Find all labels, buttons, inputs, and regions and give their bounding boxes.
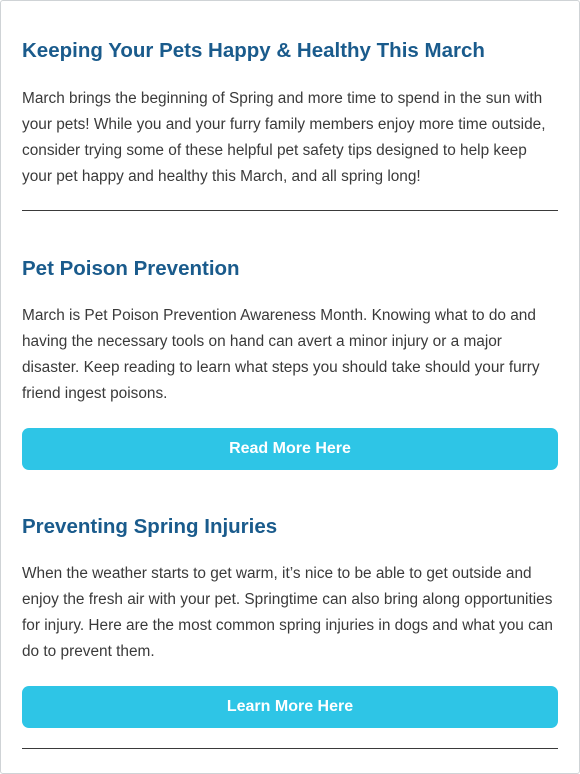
section-body-spring-injuries: When the weather starts to get warm, it’s nice to be able to get outside and enjoy the fresh air with your pet. Springtime can also bring along opportunities for injury. Here are the most common spring injuries in dogs and what you can do to prevent them. [22, 565, 553, 660]
read-more-button[interactable]: Read More Here [22, 428, 558, 470]
section-body-pet-poison: March is Pet Poison Prevention Awareness Month. Knowing what to do and having the necessary tools on hand can avert a minor injury or a major disaster. Keep reading to learn what steps you should take should your furry friend ingest poisons. [22, 307, 540, 402]
divider [22, 748, 558, 749]
page-title: Keeping Your Pets Happy & Healthy This March [22, 39, 485, 62]
section-title-spring-injuries: Preventing Spring Injuries [22, 515, 278, 538]
learn-more-button[interactable]: Learn More Here [22, 686, 558, 728]
intro-paragraph: March brings the beginning of Spring and more time to spend in the sun with your pets! While you and your furry family members enjoy more time outside, consider trying some of these helpful pet safety tips designed to help keep your pet happy and healthy this March, and all spring long! [22, 90, 546, 185]
divider [22, 210, 558, 211]
section-title-pet-poison: Pet Poison Prevention [22, 257, 240, 280]
